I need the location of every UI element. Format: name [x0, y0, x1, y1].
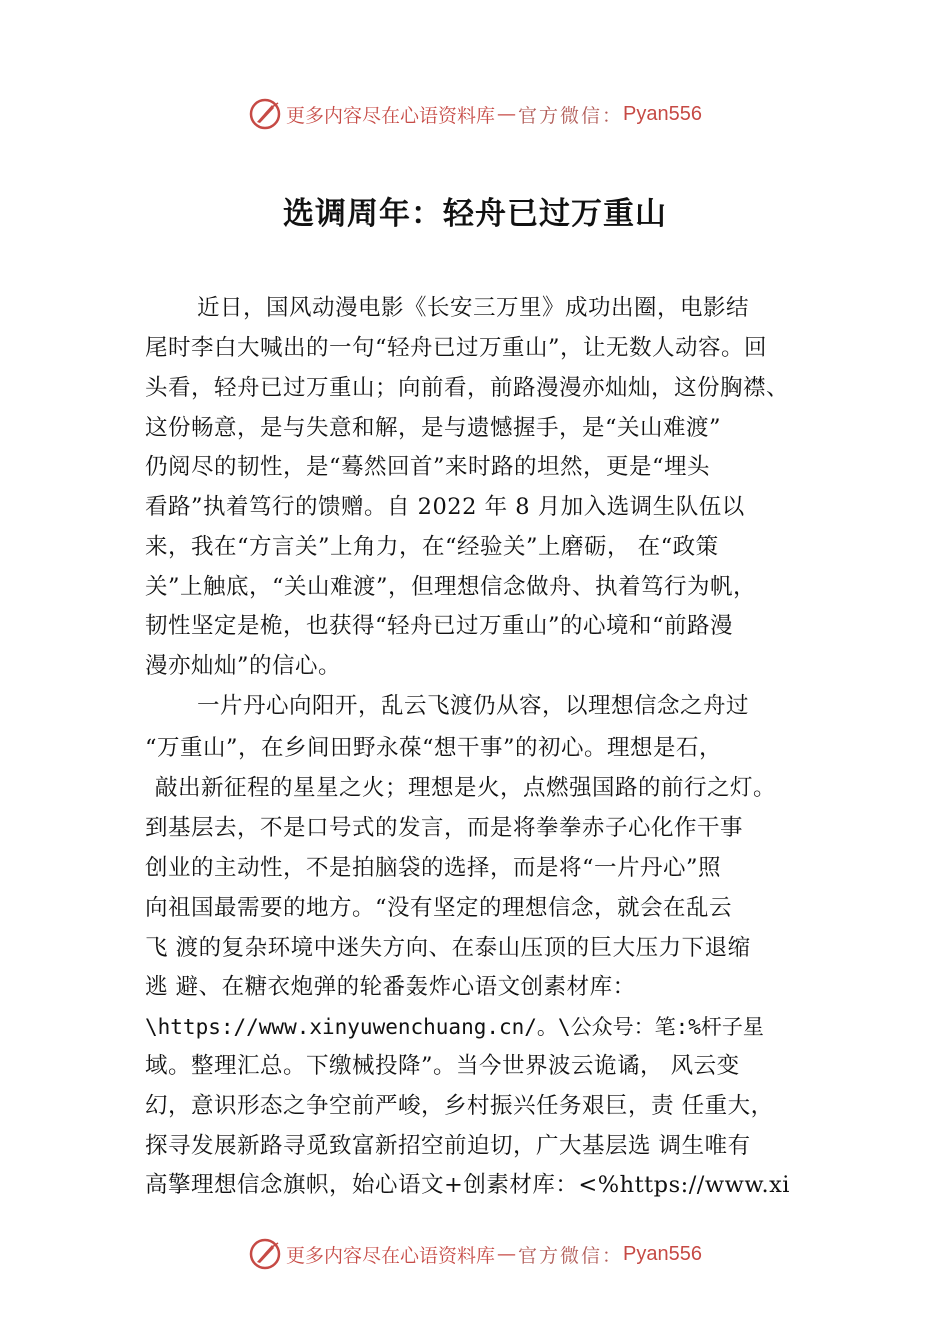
body-line: 看路”执着笃行的馈赠。自 2022 年 8 月加入选调生队伍以	[145, 494, 745, 520]
body-line: 关”上触底，“关山难渡”，但理想信念做舟、执着笃行为帆，	[145, 574, 757, 600]
header-wechat-label: 官方微信：	[518, 104, 624, 127]
body-line: 这份畅意，是与失意和解，是与遗憾握手，是“关山难渡”	[145, 415, 722, 441]
quill-logo-icon	[248, 97, 282, 131]
quill-logo-icon	[248, 1237, 282, 1271]
body-line: 域。整理汇总。下缴械投降”。当今世界波云诡谲， 风云变	[145, 1053, 740, 1079]
footer-site-text: 更多内容尽在心语资料库	[286, 1244, 496, 1267]
body-line: 敲出新征程的星星之火；理想是火，点燃强国路的前行之灯。	[155, 775, 777, 801]
header-site-text: 更多内容尽在心语资料库	[286, 104, 496, 127]
document-title: 选调周年：轻舟已过万重山	[283, 196, 667, 232]
body-line: 创业的主动性，不是拍脑袋的选择，而是将“一片丹心”照	[145, 855, 722, 881]
body-line: 飞 渡的复杂环境中迷失方向、在泰山压顶的巨大压力下退缩	[145, 935, 751, 961]
footer-watermark-banner	[0, 1234, 950, 1274]
header-watermark-banner	[0, 94, 950, 134]
body-line: 逃 避、在糖衣炮弹的轮番轰炸心语文创素材库：	[145, 974, 636, 1000]
body-line: 高擎理想信念旗帜，始心语文+创素材库：<%https://www.xi	[145, 1172, 790, 1198]
footer-dash: —	[497, 1243, 517, 1265]
body-line: 向祖国最需要的地方。“没有坚定的理想信念，就会在乱云	[145, 895, 733, 921]
footer-wechat-id: Pyan556	[623, 1242, 702, 1265]
body-line: “万重山”，在乡间田野永葆“想干事”的初心。理想是石，	[145, 735, 723, 761]
body-line: 来，我在“方言关”上角力，在“经验关”上磨砺， 在“政策	[145, 534, 719, 560]
body-line: 探寻发展新路寻觅致富新招空前迫切，广大基层选 调生唯有	[145, 1133, 751, 1159]
header-wechat-id: Pyan556	[623, 102, 702, 125]
body-line: 头看，轻舟已过万重山；向前看，前路漫漫亦灿灿，这份胸襟、	[145, 375, 790, 401]
body-line: 到基层去，不是口号式的发言，而是将拳拳赤子心化作干事	[145, 815, 744, 841]
body-line: 近日，国风动漫电影《长安三万里》成功出圈，电影结	[197, 295, 750, 321]
footer-wechat-label: 官方微信：	[518, 1244, 624, 1267]
body-line: 尾时李白大喊出的一句“轻舟已过万重山”，让无数人动容。回	[145, 335, 768, 361]
body-line: 仍阅尽的韧性，是“蓦然回首”来时路的坦然，更是“埋头	[145, 454, 711, 480]
header-dash: —	[497, 103, 517, 125]
body-line: 幻，意识形态之争空前严峻，乡村振兴任务艰巨，责 任重大，	[145, 1093, 774, 1119]
body-line: 一片丹心向阳开，乱云飞渡仍从容，以理想信念之舟过	[197, 693, 750, 719]
body-line: 漫亦灿灿”的信心。	[145, 653, 342, 679]
body-line: \https://www.xinyuwenchuang.cn/。\公众号：笔:%杆子星	[145, 1015, 764, 1039]
body-line: 韧性坚定是桅，也获得“轻舟已过万重山”的心境和“前路漫	[145, 613, 734, 639]
